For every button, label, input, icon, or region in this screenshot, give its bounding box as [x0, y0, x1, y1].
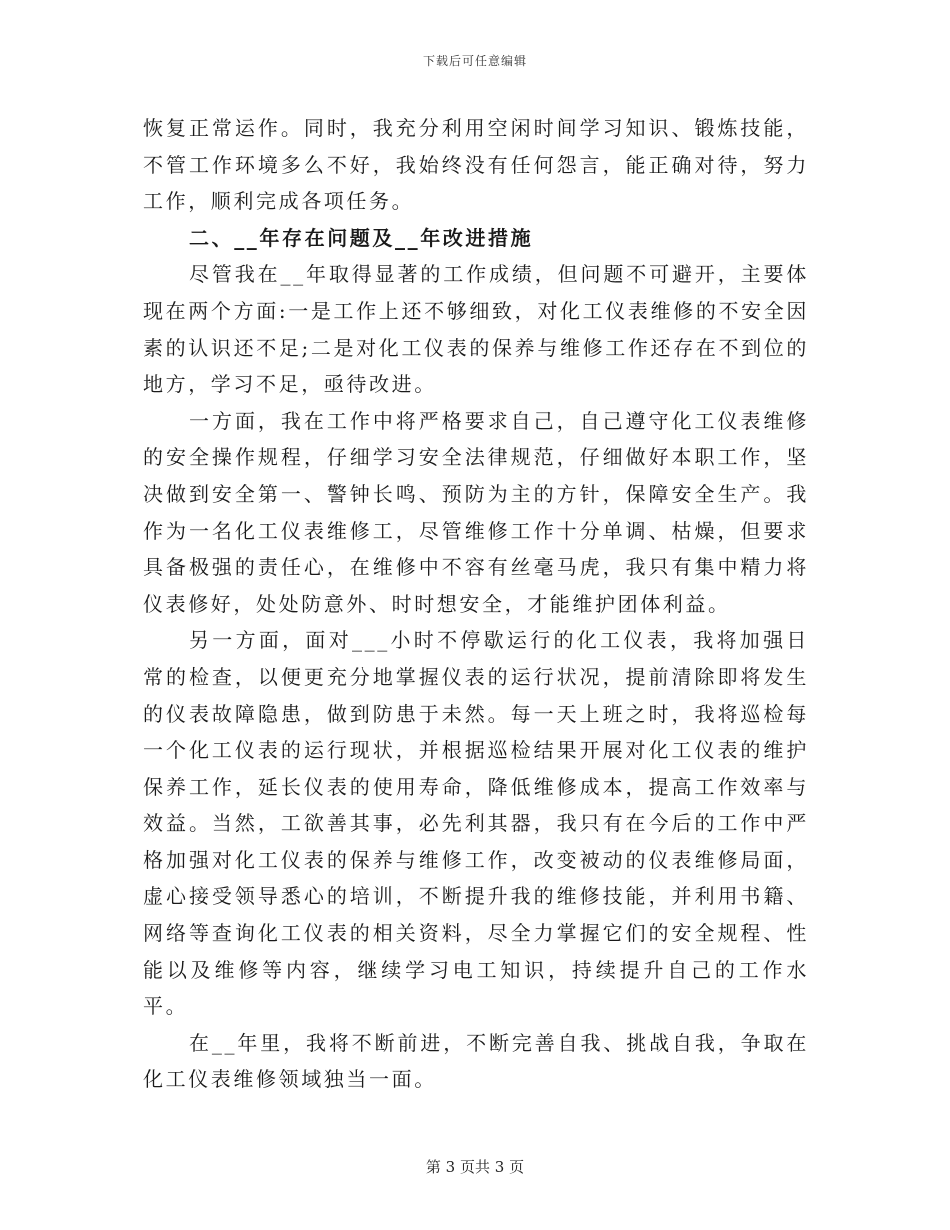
document-body: [143, 110, 809, 1098]
paragraph-conclusion: 在__年里，我将不断前进，不断完善自我、挑战自我，争取在化工仪表维修领域独当一面。: [143, 1030, 809, 1092]
page-header: 下载后可任意编辑: [422, 54, 527, 68]
paragraph-safety: 一方面，我在工作中将严格要求自己，自己遵守化工仪表维修的安全操作规程，仔细学习安全法律规范，仔细做好本职工作，坚决做到安全第一、警钟长鸣、预防为主的方针，保障安全生产。我作为一名化工仪表维修工，尽管维修工作十分单调、枯燥，但要求具备极强的责任心，在维修中不容有丝毫马虎，我只有集中精力将仪表修好，处处防意外、时时想安全，才能维护团体利益。: [143, 408, 809, 616]
paragraph-problems: 尽管我在__年取得显著的工作成绩，但问题不可避开，主要体现在两个方面:一是工作上还不够细致，对化工仪表维修的不安全因素的认识还不足;二是对化工仪表的保养与维修工作还存在不到位的地方，学习不足，亟待改进。: [143, 262, 809, 397]
page-footer: 第 3 页共 3 页: [425, 1158, 525, 1176]
paragraph-maintenance: 另一方面，面对___小时不停歇运行的化工仪表，我将加强日常的检查，以便更充分地掌握仪表的运行状况，提前清除即将发生的仪表故障隐患，做到防患于未然。每一天上班之时，我将巡检每一个化工仪表的运行现状，并根据巡检结果开展对化工仪表的维护保养工作，延长仪表的使用寿命，降低维修成本，提高工作效率与效益。当然，工欲善其事，必先利其器，我只有在今后的工作中严格加强对化工仪表的保养与维修工作，改变被动的仪表维修局面，虚心接受领导悉心的培训，不断提升我的维修技能，并利用书籍、网络等查询化工仪表的相关资料，尽全力掌握它们的安全规程、性能以及维修等内容，继续学习电工知识，持续提升自己的工作水平。: [143, 628, 809, 1019]
section-heading: 二、__年存在问题及__年改进措施: [189, 225, 534, 250]
paragraph-continuation: 恢复正常运作。同时，我充分利用空闲时间学习知识、锻炼技能，不管工作环境多么不好，我始终没有任何怨言，能正确对待，努力工作，顺利完成各项任务。: [143, 116, 809, 214]
